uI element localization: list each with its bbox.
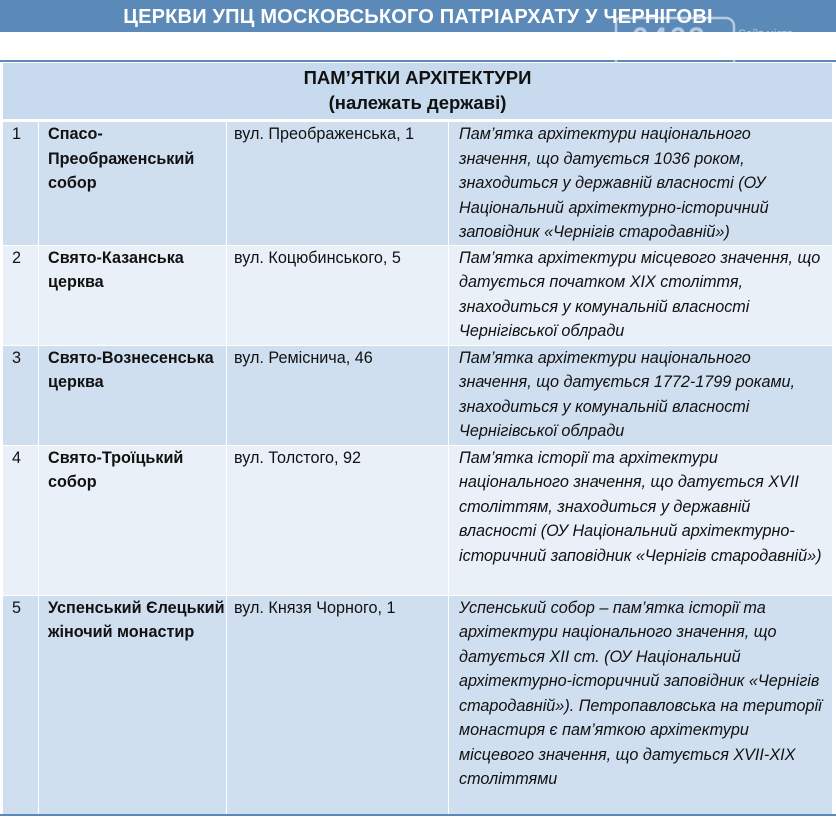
church-address: вул. Толстого, 92 — [227, 445, 449, 595]
banner-gap — [0, 34, 836, 60]
page-title: ЦЕРКВИ УПЦ МОСКОВСЬКОГО ПАТРІАРХАТУ У ЧЕРНІГОВІ — [0, 0, 836, 34]
watermark-site-line2: Чернігова — [738, 41, 788, 53]
row-number: 3 — [3, 345, 39, 445]
church-name: Успенський Єлецький жіночий монастир — [39, 595, 227, 817]
row-number: 5 — [3, 595, 39, 817]
church-description: Пам’ятка архітектури національного значення, що датується 1036 роком, знаходиться у державній власності (ОУ Національний архітектурно-історичний заповідник «Чернігів стародавній») — [449, 121, 833, 246]
church-address: вул. Преображенська, 1 — [227, 121, 449, 246]
table-row — [3, 595, 833, 817]
table-row — [3, 445, 833, 595]
table-header-row — [3, 63, 833, 121]
watermark-site-line1: Сайт міста — [738, 28, 793, 40]
church-description: Пам’ятка історії та архітектури національного значення, що датується XVII століттям, знаходиться у державній власності (ОУ Національний архітектурно-історичний заповідник «Чернігів стародавній») — [449, 445, 833, 595]
church-name: Свято-Казанська церква — [39, 245, 227, 345]
church-address: вул. Коцюбинського, 5 — [227, 245, 449, 345]
watermark-number: 0462 — [632, 22, 707, 55]
row-number: 2 — [3, 245, 39, 345]
church-name: Свято-Вознесенська церква — [39, 345, 227, 445]
row-number: 1 — [3, 121, 39, 246]
church-address: вул. Реміснича, 46 — [227, 345, 449, 445]
row-number: 4 — [3, 445, 39, 595]
table-row — [3, 121, 833, 246]
bottom-divider — [0, 814, 836, 822]
table-heading-line2: (належать державі) — [328, 92, 507, 113]
table-heading — [3, 63, 833, 121]
church-name: Спасо-Преображенський собор — [39, 121, 227, 246]
table-heading-line1: ПАМ’ЯТКИ АРХІТЕКТУРИ — [303, 67, 532, 88]
church-description: Успенський собор – пам’ятка історії та архітектури національного значення, що датується XII ст. (ОУ Національний архітектурно-історичний заповідник «Чернігів стародавній»). Петропавловська на території монастиря є пам’яткою архітектури місцевого значення, що датується XVII-XIX століттями — [449, 595, 833, 817]
table-row — [3, 345, 833, 445]
church-address: вул. Князя Чорного, 1 — [227, 595, 449, 817]
church-description: Пам’ятка архітектури національного значення, що датується 1772-1799 роками, знаходиться у комунальній власності Чернігівської облради — [449, 345, 833, 445]
church-name: Свято-Троїцький собор — [39, 445, 227, 595]
monuments-table — [2, 62, 833, 818]
church-description: Пам’ятка архітектури місцевого значення, що датується початком XIX століття, знаходиться у комунальній власності Чернігівської облради — [449, 245, 833, 345]
table-row — [3, 245, 833, 345]
